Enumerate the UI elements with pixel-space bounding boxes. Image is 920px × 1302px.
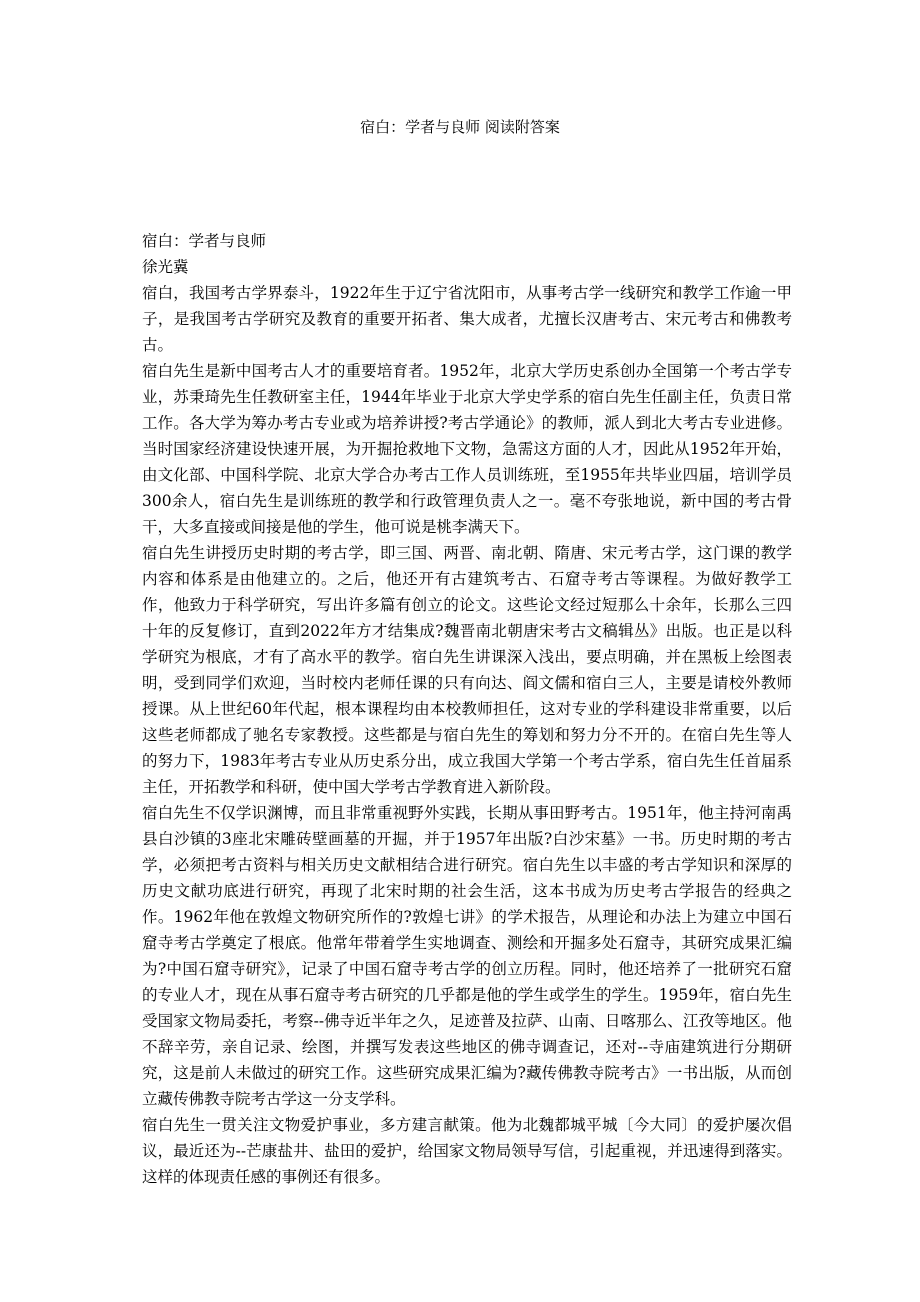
article-body [142, 228, 792, 1190]
paragraph: 宿白先生讲授历史时期的考古学，即三国、两晋、南北朝、隋唐、宋元考古学，这门课的教学内容和体系是由他建立的。之后，他还开有古建筑考古、石窟寺考古等课程。为做好教学工作，他致力于科学研究，写出许多篇有创立的论文。这些论文经过短那么十余年，长那么三四十年的反复修订，直到2022年方才结集成?魏晋南北朝唐宋考古文稿辑丛》出版。也正是以科学研究为根底，才有了高水平的教学。宿白先生讲课深入浅出，要点明确，并在黑板上绘图表明，受到同学们欢迎，当时校内老师任课的只有向达、阎文儒和宿白三人，主要是请校外教师授课。从上世纪60年代起，根本课程均由本校教师担任，这对专业的学科建设非常重要，以后这些老师都成了驰名专家教授。这些都是与宿白先生的筹划和努力分不开的。在宿白先生等人的努力下，1983年考古专业从历史系分出，成立我国大学第一个考古学系，宿白先生任首届系主任，开拓教学和科研，使中国大学考古学教育进入新阶段。 [142, 544, 792, 796]
paragraph: 宿白先生是新中国考古人才的重要培育者。1952年，北京大学历史系创办全国第一个考古学专业，苏秉琦先生任教研室主任，1944年毕业于北京大学史学系的宿白先生任副主任，负责日常工作。各大学为筹办考古专业或为培养讲授?考古学通论》的教师，派人到北大考古专业进修。当时国家经济建设快速开展，为开掘抢救地下文物，急需这方面的人才，因此从1952年开始，由文化部、中国科学院、北京大学合办考古工作人员训练班，至1955年共毕业四届，培训学员300余人，宿白先生是训练班的教学和行政管理负责人之一。毫不夸张地说，新中国的考古骨干，大多直接或间接是他的学生，他可说是桃李满天下。 [142, 362, 792, 536]
article-author: 徐光冀 [142, 258, 189, 276]
document-title: 宿白：学者与良师 阅读附答案 [360, 118, 560, 136]
paragraph: 宿白先生一贯关注文物爱护事业，多方建言献策。他为北魏都城平城〔今大同〕的爱护屡次倡议，最近还为--芒康盐井、盐田的爱护，给国家文物局领导写信，引起重视，并迅速得到落实。这样的体现责任感的事例还有很多。 [142, 1116, 792, 1186]
paragraph: 宿白，我国考古学界泰斗，1922年生于辽宁省沈阳市，从事考古学一线研究和教学工作逾一甲子，是我国考古学研究及教育的重要开拓者、集大成者，尤擅长汉唐考古、宋元考古和佛教考古。 [142, 284, 792, 354]
article-title: 宿白：学者与良师 [142, 232, 267, 250]
paragraph: 宿白先生不仅学识渊博，而且非常重视野外实践，长期从事田野考古。1951年，他主持河南禹县白沙镇的3座北宋雕砖壁画墓的开掘，并于1957年出版?白沙宋墓》一书。历史时期的考古学，必须把考古资料与相关历史文献相结合进行研究。宿白先生以丰盛的考古学知识和深厚的历史文献功底进行研究，再现了北宋时期的社会生活，这本书成为历史考古学报告的经典之作。1962年他在敦煌文物研究所作的?敦煌七讲》的学术报告，从理论和办法上为建立中国石窟寺考古学奠定了根底。他常年带着学生实地调查、测绘和开掘多处石窟寺，其研究成果汇编为?中国石窟寺研究》，记录了中国石窟寺考古学的创立历程。同时，他还培养了一批研究石窟的专业人才，现在从事石窟寺考古研究的几乎都是他的学生或学生的学生。1959年，宿白先生受国家文物局委托，考察--佛寺近半年之久，足迹普及拉萨、山南、日喀那么、江孜等地区。他不辞辛劳，亲自记录、绘图，并撰写发表这些地区的佛寺调查记，还对--寺庙建筑进行分期研究，这是前人未做过的研究工作。这些研究成果汇编为?藏传佛教寺院考古》一书出版，从而创立藏传佛教寺院考古学这一分支学科。 [142, 804, 792, 1108]
